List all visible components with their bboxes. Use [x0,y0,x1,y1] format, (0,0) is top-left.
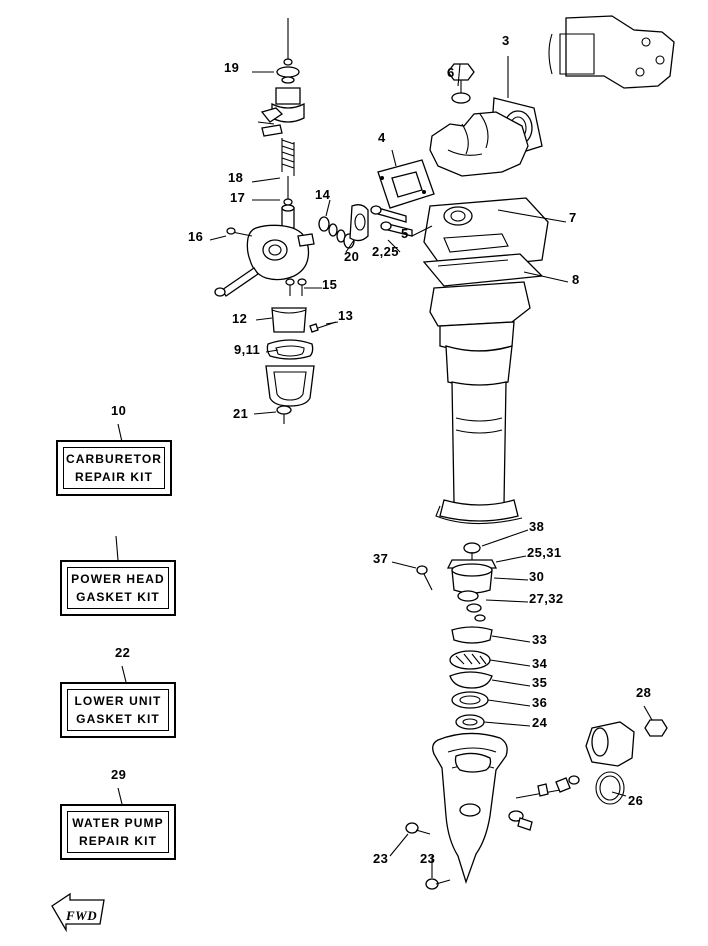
kit-box-water-pump-repair-kit [60,804,176,860]
ref-number-3: 3 [502,33,510,48]
ref-number-2-25: 2,25 [372,244,399,259]
ref-number-8: 8 [572,272,580,287]
ref-number-28: 28 [636,685,652,700]
ref-number-16: 16 [188,229,204,244]
kit-label-line-1: CARBURETOR [65,451,163,466]
ref-number-23-left: 23 [373,851,389,866]
ref-number-36: 36 [532,695,548,710]
ref-number-17: 17 [230,190,246,205]
ref-number-38: 38 [529,519,545,534]
ref-number-13: 13 [338,308,354,323]
ref-number-18: 18 [228,170,244,185]
ref-number-6: 6 [447,65,455,80]
kit-box-power-head-gasket-kit [60,560,176,616]
ref-number-29: 29 [111,767,127,782]
ref-number-20: 20 [344,249,360,264]
kit-box-lower-unit-gasket-kit [60,682,176,738]
ref-number-26: 26 [628,793,644,808]
ref-number-33: 33 [532,632,548,647]
ref-number-22: 22 [115,645,131,660]
ref-number-7: 7 [569,210,577,225]
ref-number-30: 30 [529,569,545,584]
kit-label-line-2: REPAIR KIT [78,833,158,848]
ref-number-10: 10 [111,403,127,418]
ref-number-24: 24 [532,715,548,730]
ref-number-19: 19 [224,60,240,75]
ref-number-12: 12 [232,311,248,326]
kit-label-line-1: LOWER UNIT [74,693,162,708]
ref-number-4: 4 [378,130,386,145]
kit-label-line-1: WATER PUMP [72,815,164,830]
ref-number-21: 21 [233,406,249,421]
ref-number-25-31: 25,31 [527,545,562,560]
ref-number-23-right: 23 [420,851,436,866]
kit-box-carburetor-repair-kit [56,440,172,496]
kit-label-line-1: POWER HEAD [71,571,165,586]
ref-number-27-32: 27,32 [529,591,564,606]
ref-number-34: 34 [532,656,548,671]
ref-number-9-11: 9,11 [234,342,261,357]
fwd-direction-marker [48,897,110,937]
ref-number-15: 15 [322,277,338,292]
kit-label-line-2: GASKET KIT [76,711,160,726]
ref-number-5: 5 [401,226,409,241]
ref-number-37: 37 [373,551,389,566]
fwd-label: FWD [66,908,98,923]
kit-label-line-2: GASKET KIT [76,589,160,604]
kit-label-line-2: REPAIR KIT [74,469,154,484]
ref-number-35: 35 [532,675,548,690]
ref-number-14: 14 [315,187,331,202]
